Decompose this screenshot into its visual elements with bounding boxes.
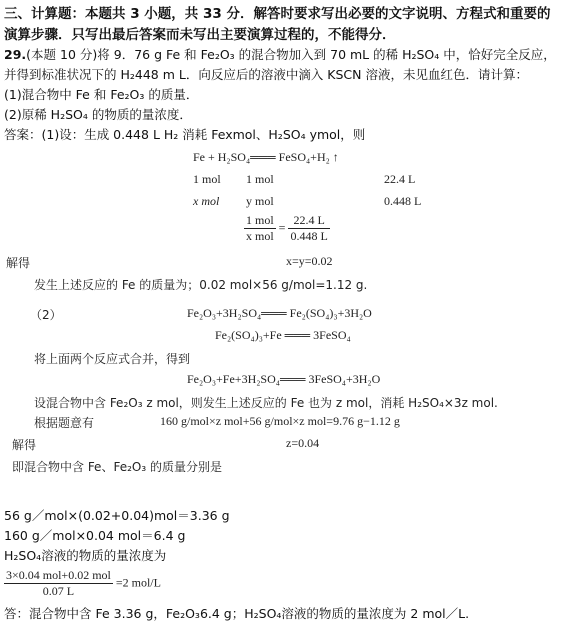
fraction-right — [288, 213, 329, 244]
fraction-left-numerator: 1 mol — [246, 213, 274, 227]
concentration-intro: H₂SO₄溶液的物质的量浓度为 — [4, 548, 167, 563]
masses-intro: 即混合物中含 Fe、Fe₂O₃ 的质量分别是 — [12, 460, 222, 474]
equation-fe-h2so4: Fe + H₂SO₄═══ FeSO₄+H₂ ↑ — [193, 150, 339, 164]
solve-label-1: 解得 — [6, 256, 31, 270]
solve-label-2: 解得 — [12, 438, 37, 452]
concentration-fraction — [4, 568, 161, 599]
question-line-2: 并得到标准状况下的 H₂448 m L．向反应后的溶液中滴入 KSCN 溶液，未见血红色．请计算： — [4, 67, 528, 82]
fe2o3-mass-calc: 160 g／mol×0.04 mol＝6.4 g — [4, 528, 186, 543]
question-text-1: (本题 10 分)将 9．76 g Fe 和 Fe₂O₃ 的混合物加入到 70 mL 的稀 H₂SO₄ 中，恰好完全反应， — [26, 47, 556, 62]
equation-fe2so43-fe: Fe₂(SO₄)₃+Fe ═══ 3FeSO₄ — [215, 328, 351, 342]
ratio-mol-fe: 1 mol — [193, 172, 221, 186]
concentration-denominator: 0.07 L — [42, 584, 75, 598]
combine-statement: 将上面两个反应式合并，得到 — [34, 352, 191, 366]
solve-result-xy: x=y=0.02 — [286, 254, 333, 268]
equation-combined: Fe₂O₃+Fe+3H₂SO₄═══ 3FeSO₄+3H₂O — [187, 372, 381, 386]
assume-statement: 设混合物中含 Fe₂O₃ z mol，则发生上述反应的 Fe 也为 z mol，消耗 H₂SO₄×3z mol. — [34, 396, 498, 410]
section-heading-line-1: 三、计算题：本题共 3 小题，共 33 分．解答时要求写出必要的文字说明、方程式和重要的 — [4, 6, 551, 22]
according-label: 根据题意有 — [34, 416, 95, 430]
question-part-2: (2)原稀 H₂SO₄ 的物质的量浓度． — [4, 107, 192, 122]
volume-h2: 0.448 L — [384, 194, 422, 208]
ratio-mol-h2so4: 1 mol — [246, 172, 274, 186]
equation-z: 160 g/mol×z mol+56 g/mol×z mol=9.76 g−1.12 g — [160, 414, 400, 428]
question-part-1: (1)混合物中 Fe 和 Fe₂O₃ 的质量． — [4, 87, 199, 102]
section-heading-line-2: 演算步骤．只写出最后答案而未写出主要演算过程的，不能得分． — [4, 27, 396, 43]
concentration-result: =2 mol/L — [115, 575, 161, 590]
solve-result-z: z=0.04 — [286, 436, 320, 450]
ratio-fraction — [244, 213, 330, 244]
fe-mass-calc: 56 g／mol×(0.02+0.04)mol＝3.36 g — [4, 508, 230, 523]
unknown-y: y mol — [246, 194, 274, 208]
final-answer: 答：混合物中含 Fe 3.36 g，Fe₂O₃6.4 g；H₂SO₄溶液的物质的量浓度为 2 mol／L. — [4, 606, 470, 621]
answer-intro: 答案：(1)设：生成 0.448 L H₂ 消耗 Fexmol、H₂SO₄ ymol，则 — [4, 127, 366, 142]
fraction-left — [244, 213, 276, 244]
concentration-numerator: 3×0.04 mol+0.02 mol — [6, 568, 111, 582]
fraction-equals: = — [278, 220, 286, 235]
equation-fe2o3-h2so4: Fe₂O₃+3H₂SO₄═══ Fe₂(SO₄)₃+3H₂O — [187, 306, 372, 320]
fe-mass-statement: 发生上述反应的 Fe 的质量为；0.02 mol×56 g/mol=1.12 g. — [34, 278, 368, 292]
ratio-vol-h2: 22.4 L — [384, 172, 416, 186]
unknown-x: x mol — [193, 194, 220, 208]
fraction-right-denominator: 0.448 L — [290, 229, 328, 243]
part-2-label: （2） — [30, 308, 62, 322]
fraction-right-numerator: 22.4 L — [288, 213, 329, 229]
question-line-1 — [4, 46, 556, 64]
question-number: 29. — [4, 47, 27, 62]
concentration-fraction-box — [4, 568, 113, 599]
fraction-left-denominator: x mol — [246, 229, 274, 243]
